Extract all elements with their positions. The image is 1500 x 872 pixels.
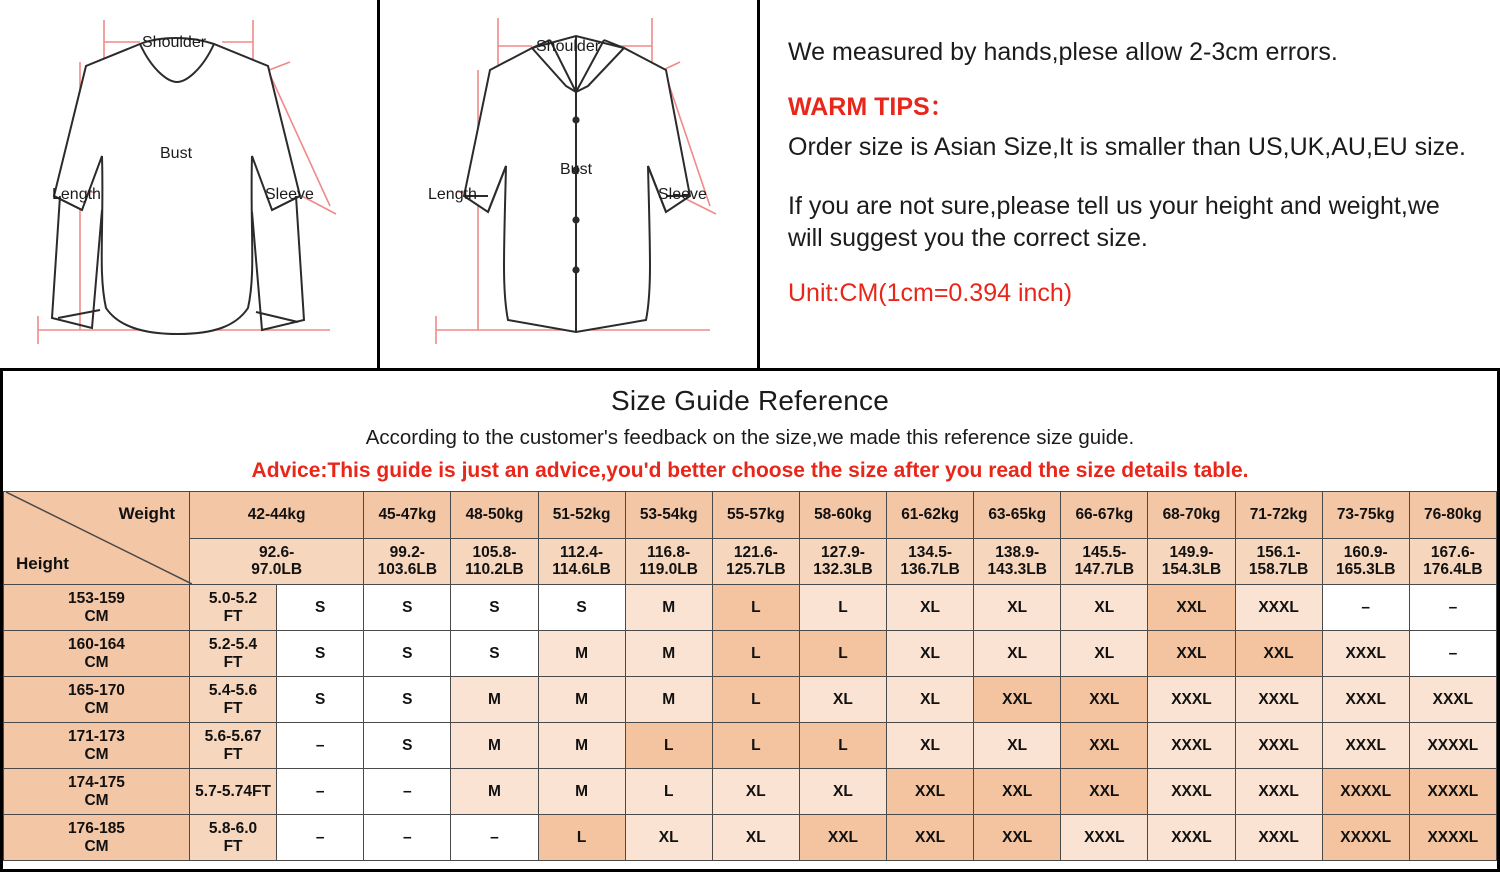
size-cell: M bbox=[538, 769, 625, 815]
size-cell: XXXL bbox=[1409, 677, 1496, 723]
weight-kg-header: 61-62kg bbox=[887, 492, 974, 539]
tee-shoulder-label: Shoulder bbox=[142, 34, 207, 51]
size-cell: M bbox=[538, 631, 625, 677]
size-cell: XL bbox=[1061, 585, 1148, 631]
size-cell: M bbox=[538, 677, 625, 723]
size-cell: S bbox=[277, 631, 364, 677]
size-cell: L bbox=[712, 585, 799, 631]
size-cell: XXL bbox=[887, 769, 974, 815]
size-cell: XXXXL bbox=[1409, 815, 1496, 861]
size-cell: XXXL bbox=[1148, 677, 1235, 723]
weight-kg-header: 71-72kg bbox=[1235, 492, 1322, 539]
warm-tips-heading: WARM TIPS： bbox=[788, 92, 955, 121]
weight-lb-header: 167.6- 176.4LB bbox=[1409, 538, 1496, 585]
size-cell: M bbox=[625, 585, 712, 631]
weight-lb-header: 127.9- 132.3LB bbox=[799, 538, 886, 585]
weight-lb-header: 112.4- 114.6LB bbox=[538, 538, 625, 585]
size-cell: S bbox=[451, 631, 538, 677]
asian-size-note: Order size is Asian Size,It is smaller than US,UK,AU,EU size. bbox=[788, 133, 1466, 161]
size-cell: M bbox=[625, 677, 712, 723]
size-cell: XL bbox=[974, 585, 1061, 631]
size-cell: M bbox=[625, 631, 712, 677]
not-sure-note: If you are not sure,please tell us your height and weight,we will suggest you the correct size. bbox=[788, 191, 1440, 252]
height-cm-cell: 153-159 CM bbox=[4, 585, 190, 631]
weight-kg-header: 76-80kg bbox=[1409, 492, 1496, 539]
size-cell: XXL bbox=[974, 677, 1061, 723]
size-cell: XL bbox=[625, 815, 712, 861]
table-header-row-lb bbox=[4, 538, 1497, 585]
size-guide-advice: Advice:This guide is just an advice,you'd better choose the size after you read the size details table. bbox=[251, 459, 1249, 482]
table-row bbox=[4, 585, 1497, 631]
size-cell: XXL bbox=[1061, 677, 1148, 723]
size-cell: XXXL bbox=[1235, 723, 1322, 769]
size-cell: – bbox=[1409, 631, 1496, 677]
size-cell: XXXL bbox=[1322, 723, 1409, 769]
size-cell: – bbox=[451, 815, 538, 861]
shirt-length-label: Length bbox=[428, 186, 477, 203]
size-cell: XL bbox=[887, 585, 974, 631]
table-row bbox=[4, 631, 1497, 677]
size-cell: S bbox=[364, 631, 451, 677]
measure-note: We measured by hands,plese allow 2-3cm errors. bbox=[788, 38, 1338, 66]
size-cell: XL bbox=[799, 677, 886, 723]
size-cell: L bbox=[712, 677, 799, 723]
size-cell: S bbox=[364, 585, 451, 631]
height-ft-cell: 5.2-5.4 FT bbox=[190, 631, 277, 677]
weight-kg-header: 45-47kg bbox=[364, 492, 451, 539]
height-cm-cell: 171-173 CM bbox=[4, 723, 190, 769]
size-cell: XXL bbox=[1235, 631, 1322, 677]
size-cell: XL bbox=[1061, 631, 1148, 677]
size-cell: XXL bbox=[1061, 723, 1148, 769]
tee-sleeve-label: Sleeve bbox=[265, 186, 314, 203]
height-ft-cell: 5.6-5.67 FT bbox=[190, 723, 277, 769]
height-ft-cell: 5.0-5.2 FT bbox=[190, 585, 277, 631]
size-cell: – bbox=[277, 815, 364, 861]
size-guide-header bbox=[3, 371, 1497, 483]
size-cell: XXXXL bbox=[1409, 769, 1496, 815]
size-cell: XXXL bbox=[1322, 677, 1409, 723]
size-cell: XL bbox=[887, 631, 974, 677]
height-cm-cell: 176-185 CM bbox=[4, 815, 190, 861]
size-cell: L bbox=[712, 723, 799, 769]
table-row bbox=[4, 815, 1497, 861]
height-ft-cell: 5.8-6.0 FT bbox=[190, 815, 277, 861]
height-ft-cell: 5.7-5.74FT bbox=[190, 769, 277, 815]
weight-lb-header: 121.6- 125.7LB bbox=[712, 538, 799, 585]
weight-lb-header: 116.8- 119.0LB bbox=[625, 538, 712, 585]
weight-kg-header: 48-50kg bbox=[451, 492, 538, 539]
weight-lb-header: 99.2- 103.6LB bbox=[364, 538, 451, 585]
weight-kg-header: 58-60kg bbox=[799, 492, 886, 539]
size-cell: – bbox=[1409, 585, 1496, 631]
weight-kg-header: 42-44kg bbox=[190, 492, 364, 539]
weight-lb-header: 138.9- 143.3LB bbox=[974, 538, 1061, 585]
mens-shirt-figure bbox=[380, 0, 760, 368]
weight-kg-header: 51-52kg bbox=[538, 492, 625, 539]
size-cell: XXXL bbox=[1148, 723, 1235, 769]
size-cell: XXXL bbox=[1322, 631, 1409, 677]
size-cell: XXXL bbox=[1148, 769, 1235, 815]
size-cell: M bbox=[451, 677, 538, 723]
size-cell: – bbox=[1322, 585, 1409, 631]
weight-lb-header: 105.8- 110.2LB bbox=[451, 538, 538, 585]
size-cell: XXXL bbox=[1148, 815, 1235, 861]
mens-shirt-svg bbox=[380, 0, 757, 365]
size-cell: L bbox=[799, 723, 886, 769]
size-cell: XXXL bbox=[1235, 677, 1322, 723]
size-cell: XXXL bbox=[1235, 769, 1322, 815]
size-cell: S bbox=[364, 677, 451, 723]
size-guide-subtitle: According to the customer's feedback on the size,we made this reference size guide. bbox=[365, 426, 1135, 449]
size-cell: M bbox=[451, 723, 538, 769]
size-cell: XXL bbox=[1148, 585, 1235, 631]
size-cell: XXL bbox=[974, 815, 1061, 861]
size-cell: – bbox=[364, 769, 451, 815]
notes-panel bbox=[760, 0, 1500, 368]
weight-lb-header: 92.6- 97.0LB bbox=[190, 538, 364, 585]
height-axis-label: Height bbox=[16, 554, 69, 573]
size-cell: S bbox=[451, 585, 538, 631]
size-cell: M bbox=[538, 723, 625, 769]
weight-kg-header: 63-65kg bbox=[974, 492, 1061, 539]
womens-tee-figure bbox=[0, 0, 380, 368]
weight-axis-label: Weight bbox=[118, 504, 175, 523]
weight-kg-header: 73-75kg bbox=[1322, 492, 1409, 539]
womens-tee-svg bbox=[0, 0, 377, 365]
size-cell: XXL bbox=[799, 815, 886, 861]
size-cell: XXL bbox=[1061, 769, 1148, 815]
size-cell: S bbox=[538, 585, 625, 631]
size-cell: – bbox=[277, 769, 364, 815]
size-cell: S bbox=[277, 677, 364, 723]
weight-kg-header: 55-57kg bbox=[712, 492, 799, 539]
shirt-shoulder-label: Shoulder bbox=[536, 38, 601, 55]
weight-lb-header: 145.5- 147.7LB bbox=[1061, 538, 1148, 585]
size-cell: XXL bbox=[974, 769, 1061, 815]
table-corner-cell bbox=[4, 492, 190, 585]
size-cell: L bbox=[538, 815, 625, 861]
size-cell: XXXXL bbox=[1322, 769, 1409, 815]
size-cell: XL bbox=[974, 723, 1061, 769]
size-cell: L bbox=[712, 631, 799, 677]
size-cell: XXXXL bbox=[1409, 723, 1496, 769]
table-header-row-kg bbox=[4, 492, 1497, 539]
weight-lb-header: 149.9- 154.3LB bbox=[1148, 538, 1235, 585]
size-cell: XL bbox=[974, 631, 1061, 677]
size-cell: XL bbox=[712, 769, 799, 815]
weight-lb-header: 160.9- 165.3LB bbox=[1322, 538, 1409, 585]
size-cell: XXXL bbox=[1235, 585, 1322, 631]
size-cell: S bbox=[277, 585, 364, 631]
table-row bbox=[4, 723, 1497, 769]
size-cell: S bbox=[364, 723, 451, 769]
shirt-bust-label: Bust bbox=[560, 161, 593, 178]
size-cell: M bbox=[451, 769, 538, 815]
size-cell: XXXL bbox=[1061, 815, 1148, 861]
size-cell: XL bbox=[887, 677, 974, 723]
size-cell: XXL bbox=[1148, 631, 1235, 677]
size-cell: L bbox=[625, 769, 712, 815]
size-cell: XL bbox=[712, 815, 799, 861]
table-row bbox=[4, 769, 1497, 815]
weight-kg-header: 66-67kg bbox=[1061, 492, 1148, 539]
height-ft-cell: 5.4-5.6 FT bbox=[190, 677, 277, 723]
tee-bust-label: Bust bbox=[160, 145, 193, 162]
height-cm-cell: 174-175 CM bbox=[4, 769, 190, 815]
weight-lb-header: 156.1- 158.7LB bbox=[1235, 538, 1322, 585]
size-guide-title: Size Guide Reference bbox=[611, 385, 889, 416]
table-row bbox=[4, 677, 1497, 723]
unit-note: Unit:CM(1cm=0.394 inch) bbox=[788, 278, 1073, 307]
shirt-sleeve-label: Sleeve bbox=[658, 186, 707, 203]
size-guide-table bbox=[3, 491, 1497, 861]
size-cell: – bbox=[277, 723, 364, 769]
size-cell: XL bbox=[799, 769, 886, 815]
size-guide-section bbox=[0, 371, 1500, 872]
size-cell: XXXXL bbox=[1322, 815, 1409, 861]
height-cm-cell: 160-164 CM bbox=[4, 631, 190, 677]
size-cell: XXXL bbox=[1235, 815, 1322, 861]
top-section bbox=[0, 0, 1500, 371]
size-cell: XXL bbox=[887, 815, 974, 861]
size-cell: XL bbox=[887, 723, 974, 769]
size-cell: L bbox=[625, 723, 712, 769]
weight-kg-header: 68-70kg bbox=[1148, 492, 1235, 539]
size-cell: – bbox=[364, 815, 451, 861]
weight-lb-header: 134.5- 136.7LB bbox=[887, 538, 974, 585]
tee-length-label: Length bbox=[52, 186, 101, 203]
size-cell: L bbox=[799, 585, 886, 631]
height-cm-cell: 165-170 CM bbox=[4, 677, 190, 723]
weight-kg-header: 53-54kg bbox=[625, 492, 712, 539]
size-cell: L bbox=[799, 631, 886, 677]
